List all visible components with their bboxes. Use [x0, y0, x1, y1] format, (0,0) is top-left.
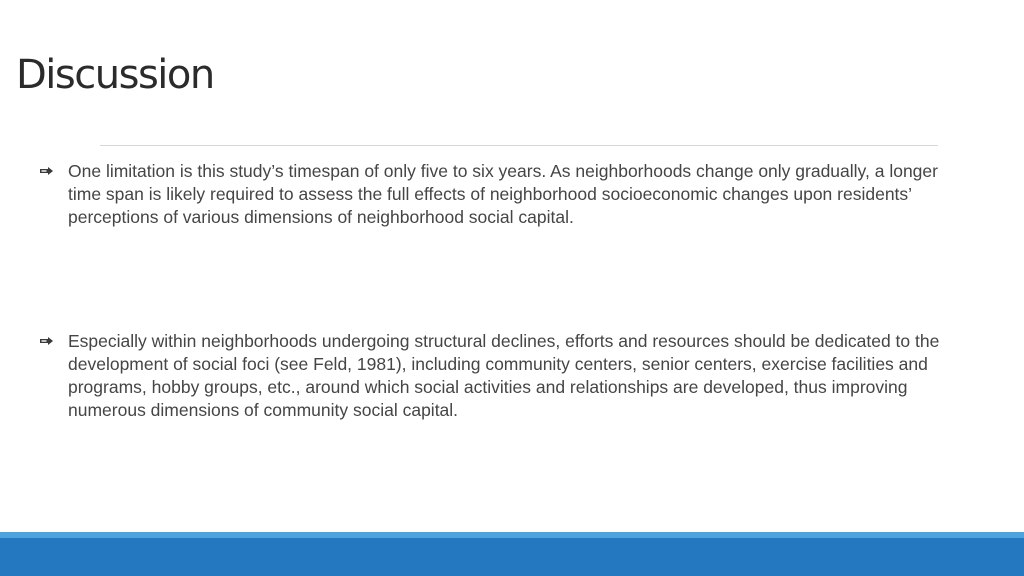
- footer-bar: [0, 538, 1024, 576]
- slide-title: Discussion: [16, 52, 214, 98]
- title-divider: [100, 145, 938, 146]
- hand-pointer-icon: [40, 166, 54, 176]
- hand-pointer-icon: [40, 336, 54, 346]
- bullet-text: One limitation is this study’s timespan of only five to six years. As neighborhoods change only gradually, a longer time span is likely required to assess the full effects of neighborhood socioeconomic changes upon residents’ perceptions of various dimensions of neighborhood social capital.: [68, 161, 938, 227]
- bullet-text: Especially within neighborhoods undergoing structural declines, efforts and resources should be dedicated to the development of social foci (see Feld, 1981), including community centers, senior centers, exercise facilities and programs, hobby groups, etc., around which social activities and relationships are developed, thus improving numerous dimensions of community social capital.: [68, 331, 940, 420]
